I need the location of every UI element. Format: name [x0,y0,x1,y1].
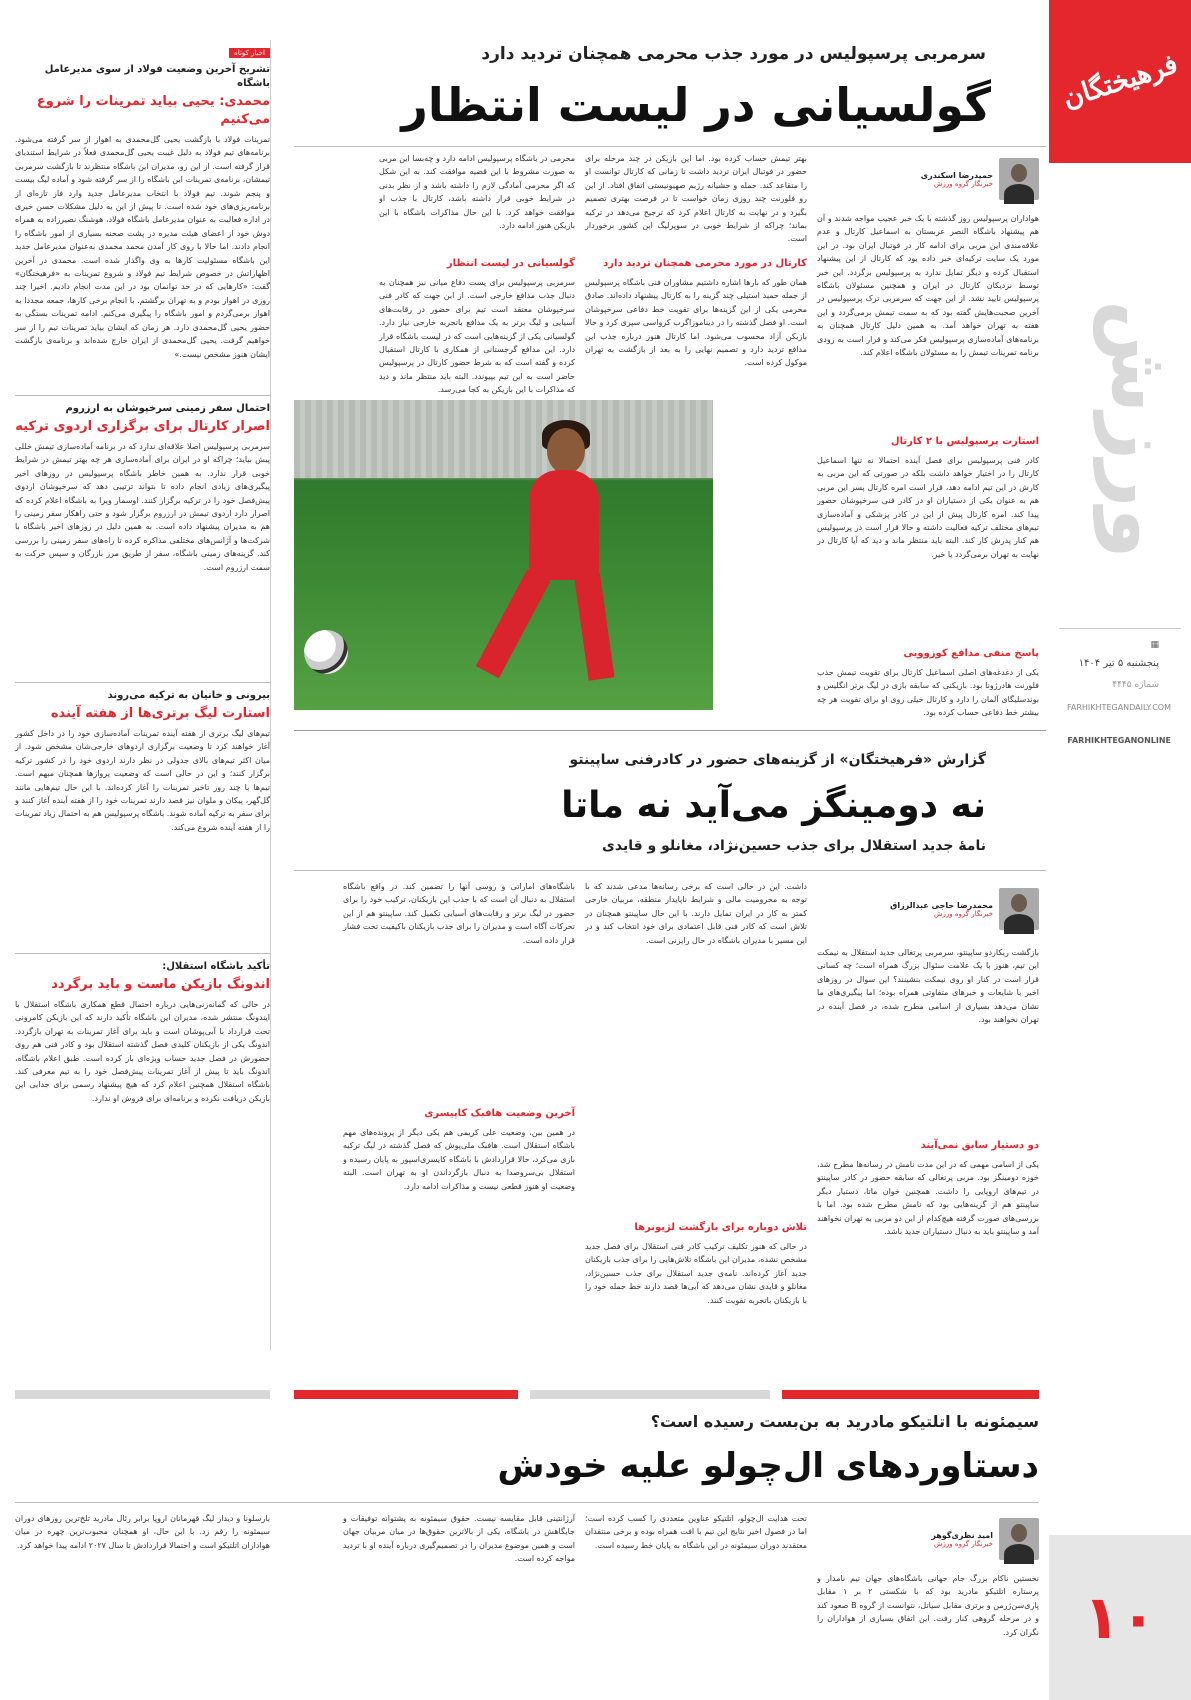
section-title: ورزش [1093,300,1188,559]
author-role: خبرنگار گروه ورزش [933,909,993,918]
newspaper-logo[interactable]: فرهیختگان [1049,0,1191,163]
article1-col1-intro: هواداران پرسپولیس روز گذشته با یک خبر عجیب مواجه شدند و آن هم پیشنهاد باشگاه النصر عربستان به اسماعیل کارتال و عدم علاقه‌مندی این مربی برای ادامه کار در فوتبال ایران بود. در این مورد یک سایت ترکیه‌ای خبر داده بود که کارتال از این پیشنهاد استقبال کرده و دیگر تمایل ندارد به پرسپولیس برگردد. این خبر توسط نزدیکان کارتال در ایران و همچنین مسئولان باشگاه پرسپولیس تایید نشد. از این جهت که سرمربی ترک پرسپولیس در آخرین صحبت‌هایش گفته بود که به سمت تیمش برمی‌گردد و این هفته به تهران خواهد آمد. به همین دلیل کارتال همچنان به برنامه‌های آماده‌سازی پرسپولیس فکر می‌کند و قرار است به زودی برنامه تمرینات تیمش را به مسئولان باشگاه اعلام کند. [817,214,1039,358]
article1-headline[interactable]: گولسیانی در لیست انتظار [401,78,991,132]
divider-bar [782,1390,1039,1399]
brief-item[interactable]: تشریح آخرین وضعیت فولاد از سوی مدیرعامل باشگاه محمدی: یحیی بیاید تمرینات را شروع می‌کنیم تمرینات فولاد با بازگشت یحیی گل‌محمدی به اهواز از سر گرفته می‌شود. برنامه‌های تیم فولاد به دلیل غیبت یحیی گل‌محمدی فعلاً در شرایط استندبای قرار گرفته است. از این رو، مدیران این باشگاه منتظرند تا بازگشت سرمربی تیمشان، برنامه‌ی تمرینات این باشگاه را از سر گرفته شود و آماده لیگ بیست و پنجم شوند. تیم فولاد با انتخاب مدیرعامل جدید وارد فاز تازه‌ای از برنامه‌ریزی‌های خود شده است. تا پیش از این به دلیل مشکلات حسن خیری در اداره فعالیت به عنوان مدیرعامل باشگاه فولاد، هوشنگ نصیرزاده به همراه دوش خود از اعضای هیئت مدیره در پشت صحنه بسیاری از امور باشگاه را انجام دادند. اما حالا با روی کار آمدن محمد محمدی به‌عنوان مدیرعامل جدید این باشگاه مسئولیت کارها به وی واگذار شده است. محمدی در آخرین اظهاراتش در خصوص شرایط تیم فولاد و شروع تمرینات به «فرهیختگان» گفت: «کارهایی که در حد توانمان بود در این مدت انجام دادیم. اخیرا چند روزی در اهواز بودم و به تهران برگشتم. با انجام برخی کارها، جمعه مجددا به اهواز برمی‌گردم و امور باشگاه را پیگیری می‌کنم. ادامه تمرینات بستگی به حضور یحیی گل‌محمدی دارد. هر زمان که ایشان بیاید تمرینات تیم را از سر خواهیم گرفت. یحیی گل‌محمدی از ایران خارج شده‌اند و برنامه‌ی بازگشت ایشان هنوز مشخص نیست.» [15,64,270,359]
article1-author [839,158,1039,200]
article2-author [817,888,1039,930]
author-name: امید نظری‌گوهر [931,1530,993,1540]
article2-col2-intro: داشت. این در حالی است که برخی رسانه‌ها مدعی شدند که با توجه به محرومیت مالی و شرایط ناپایدار منطقه، مربیان خارجی کمتر به کار در ایران تمایل دارند. با این حال ساپینتو همچنان در تلاش است که کادر فنی قابل اعتمادی برای خود انتخاب کند و در این مسیر با مدیران باشگاه در حال رایزنی است. [585,882,807,945]
article3-col3: آرژانتینی قابل مقایسه نیست. حقوق سیمئونه به پشتوانه توفیقات و جایگاهش در باشگاه، یکی از بالاترین حقوق‌ها در میان مربیان جهان است و همین موضوع مدیران را در تصمیم‌گیری درباره آینده او با تردید مواجه کرده است. [343,1514,575,1564]
social-handle[interactable]: FARHIKHTEGANONLINE [1067,736,1171,745]
football-icon [304,630,348,674]
divider-bar [530,1390,770,1399]
article1-col1-p2: یکی از دغدغه‌های اصلی اسماعیل کارتال برای تقویت تیمش جذب فلورنت هادرژونا بود. بازیکنی که سابقه بازی در لیگ برتر انگلیس و بوندسلیگای آلمان را دارد و کارتال خیلی روی او برای تقویت هر چه بیشتر خط دفاعی حساب کرده بود. [817,668,1039,718]
news-briefs-sidebar [15,40,270,1350]
issue-date: پنجشنبه ۵ تیر ۱۴۰۴ [1078,658,1159,669]
article1-col2-p1: همان طور که بارها اشاره داشتیم مشاوران فنی باشگاه پرسپولیس از جمله حمید استیلی چند گزینه را به کارتال پیشنهاد داده‌اند. صادق محرمی یکی از این گزینه‌ها برای تقویت خط دفاعی سرخپوشان است. او فصل گذشته را در دیناموزاگرب کرواسی سپری کرد و حالا بازیکن آزاد محسوب می‌شود. اما کارتال هنوز درباره جذب این مدافع تردید دارد و تصمیم نهایی را به بعد از بازگشت به تهران موکول کرده است. [585,278,807,368]
article2-col2-subhead: تلاش دوباره برای بازگشت لژیونرها [634,1222,807,1233]
article1-photo[interactable] [294,400,713,710]
article2-subhead: نامهٔ جدید استقلال برای جذب حسین‌نژاد، مغانلو و قایدی [602,838,986,854]
article1-kicker: سرمربی پرسپولیس در مورد جذب محرمی همچنان تردید دارد [481,44,986,64]
brief-item[interactable]: احتمال سفر زمینی سرخپوشان به ارزروم اصرار کارتال برای برگزاری اردوی ترکیه سرمربی پرسپولیس اصلا علاقه‌ای ندارد که در برنامه آماده‌سازی تیمش خللی پیش بیاید؛ چراکه او در ایران برای آماده‌سازی هر چه بهتر تیمش در شرایط خوبی قرار ندارد. به همین خاطر باشگاه پرسپولیس در روزهای اخیر پیگیری‌های زیادی انجام داده تا بتواند ترتیبی دهد که سرخپوشان اردوی پیش‌فصل خود را در ترکیه برگزار کنند. اوسمار ویرا به باشگاه اعلام کرده که اصرار دارد اردوی تیمش در ارزروم برگزار شود و حتی راهکار سفر زمینی را هم به مدیران پیشنهاد داده است. به همین دلیل در روزهای اخیر باشگاه با شرکت‌ها و آژانس‌های مختلفی مذاکره کرده تا راه‌های سفر زمینی را بررسی کند. گزینه‌های زمینی باشگاه، سفر از طریق مرز بازرگان و سپس حرکت به سمت ارزروم است. [15,403,270,572]
article2-headline[interactable]: نه دومینگز می‌آید نه ماتا [561,785,986,826]
article1-col3-intro: محرمی در باشگاه پرسپولیس ادامه دارد و چه‌بسا این مربی به صورت مشروط با این قضیه موافقت کند. به این شکل که اگر محرمی آمادگی لازم را داشته باشد و از نظر بدنی در شرایط خوبی قرار داشته باشد، کارتال با جذب او موافقت خواهد کرد. با این حال مذاکرات باشگاه با این بازیکن هنوز ادامه دارد. [379,154,575,231]
author-avatar [999,888,1039,930]
article3-author [817,1518,1039,1560]
website-link[interactable]: FARHIKHTEGANDAILY.COM [1067,703,1171,712]
article2-col2-p1: در حالی که هنوز تکلیف ترکیب کادر فنی استقلال برای فصل جدید مشخص نشده، مدیران این باشگاه تلاش‌هایی را برای جذب بازیکنان جدید آغاز کرده‌اند. نامه‌ی جدید استقلال برای جذب حسین‌نژاد، مغانلو و قایدی نشان می‌دهد که آبی‌ها قصد دارند خط حمله خود را با بازیکنان باتجربه تقویت کنند. [585,1242,807,1305]
masthead [1049,0,1191,1700]
article1-col3-subhead: گولسیانی در لیست انتظار [446,258,575,269]
divider-bar [15,1390,270,1399]
article2-col3-subhead: آخرین وضعیت هافبک کاپیسری [424,1108,575,1119]
author-avatar [999,158,1039,200]
article1-col2-intro: بهتر تیمش حساب کرده بود. اما این بازیکن در چند مرحله برای حضور در فوتبال ایران تردید داشت تا زمانی که کارتال توانست او را متقاعد کند. حمله و حشیانه رژیم صهیونیستی اتفاق افتاد. از این رو فلورنت چند روزی زمان خواست تا در فرصت بهتری تصمیم بگیرد و در نهایت به کارتال اعلام کرد که ترجیح می‌دهد در ترکیه بماند؛ چراکه از شرایط خوبی در سوپرلیگ این کشور برخوردار است. [585,154,807,244]
article2-col3-p1: در همین بین، وضعیت علی کریمی هم یکی دیگر از پرونده‌های مهم باشگاه استقلال است. هافبک ملی‌پوش که فصل گذشته در لیگ ترکیه بازی می‌کرد، حالا قراردادش با باشگاه کایسری‌اسپور به پایان رسیده و استقلال بی‌سروصدا به دنبال بازگرداندن او به تهران است. البته وضعیت او هنوز قطعی نیست و مذاکرات ادامه دارد. [343,1128,575,1191]
calendar-icon: ▦ [1150,640,1159,650]
brief-item[interactable]: بیرونی و خانیان به ترکیه می‌روند استارت لیگ برتری‌ها از هفته آینده تیم‌های لیگ برتری از هفته آینده تمرینات آماده‌سازی خود را در داخل کشور آغاز خواهند کرد تا وضعیت برگزاری اردوهای خارجی‌شان مشخص شود. از میان اکثر تیم‌های بالای جدولی در نظر دارند اردوی خود را در کشور ترکیه برگزار کنند؛ و این در حالی است که وضعیت پروازها همچنان مبهم است. تیم‌ها با چند روز تاخیر تمرینات را آغاز کرده‌اند. با این حال تیم‌هایی مانند گل‌گهر، پیکان و ملوان نیز قصد دارند تمرینات خود را از هفته آینده آغاز کنند و برای سفر به ترکیه آماده شوند. باشگاه پرسپولیس هم به احتمال زیاد تمرینات را از هفته آینده شروع می‌کند. [15,690,270,832]
article1-col1-subhead-1: استارت پرسپولیس با ۲ کارتال [890,436,1039,447]
article2-kicker: گزارش «فرهیختگان» از گزینه‌های حضور در کادرفنی ساپینتو [569,752,986,768]
brief-item[interactable]: تأکید باشگاه استقلال: اندونگ بازیکن ماست و باید برگردد در حالی که گمانه‌زنی‌هایی درباره احتمال قطع همکاری باشگاه استقلال با ایندونگ منتشر شده، مدیران این باشگاه تأکید دارند که این بازیکن کامرونی تحت قرارداد با آبی‌پوشان است و باید برای آغاز تمرینات به تهران بازگردد. اندونگ یکی از بازیکنان کلیدی فصل گذشته استقلال بود و کادر فنی هم روی حضورش در فصل جدید حساب ویژه‌ای باز کرده است. طبق اعلام باشگاه، اندونگ باید تا پیش از آغاز تمرینات پیش‌فصل خود را به تیم معرفی کند. باشگاه استقلال همچنین اعلام کرد که هیچ پیشنهاد رسمی برای جدایی این بازیکن دریافت نکرده و برنامه‌ای برای فروش او ندارد. [15,961,270,1103]
article1-col1-subhead-2: پاسخ منفی مدافع کوزوویی [903,648,1039,659]
article3-col2: تحت هدایت ال‌چولو، اتلتیکو عناوین متعددی را کسب کرده است؛ اما در فصول اخیر نتایج این تیم با افت همراه بوده و برخی منتقدان معتقدند دوران سیمئونه در این باشگاه به پایان خط رسیده است. [585,1514,807,1550]
article2-col1-p1: یکی از اسامی مهمی که در این مدت نامش در رسانه‌ها مطرح شد، خوزه دومینگز بود. مربی پرتغالی که سابقه حضور در کادر ساپینتو در تیم‌های اروپایی را داشت. همچنین خوان ماتا، دستیار دیگر ساپینتو هم از گزینه‌هایی بود که نامش مطرح شده بود. اما با بررسی‌های صورت گرفته هیچ‌کدام از این دو مربی به تهران نخواهند آمد و ساپینتو باید به دنبال دستیاران جدید باشد. [817,1160,1039,1237]
article2-col1-intro: بازگشت ریکاردو ساپینتو، سرمربی پرتغالی جدید استقلال به نیمکت این تیم، هنوز با یک علامت سئوال بزرگ همراه است؛ چه کسانی قرار است در کنار او روی نیمکت بنشینند؟ این سوال در روزهای اخیر با شایعات و خبرهای متفاوتی همراه بوده؛ اما پیگیری‌های ما نشان می‌دهد بسیاری از اسامی مطرح شده، در فصل آینده در تهران نخواهند بود. [817,948,1039,1025]
article1-col3-p1: سرمربی پرسپولیس برای پست دفاع میانی نیز همچنان به دنبال جذب مدافع خارجی است. از این جهت که کادر فنی سرخپوشان معتقد است تیم برای حضور در رقابت‌های آسیایی و لیگ برتر به یک مدافع باتجربه خارجی نیاز دارد. گولسیانی یکی از گزینه‌هایی است که در لیست باشگاه قرار دارد. این مدافع گرجستانی از همکاری با کارتال استقبال کرده و گفته است که به شرط حضور کارتال در پرسپولیس حاضر است به این تیم بپیوندد. البته باید منتظر ماند و دید که مذاکرات با این بازیکن به کجا می‌رسد. [379,278,575,395]
page-number: ۱۰ [1049,1535,1191,1700]
article1-col2-subhead: کارتال در مورد محرمی همچنان تردید دارد [603,258,807,269]
article3-col4: بارسلونا و دیدار لیگ قهرمانان اروپا برابر رئال مادرید تلخ‌ترین روزهای دوران سیمئونه را رقم زد. با این حال، او همچنان محبوب‌ترین چهره در میان هواداران اتلتیکو است و احتمالا قراردادش تا سال ۲۰۲۷ ادامه پیدا خواهد کرد. [15,1514,270,1550]
divider-bar [294,1390,518,1399]
author-name: محمدرضا حاجی عبدالرزاق [890,900,993,910]
briefs-badge: اخبار کوتاه [229,48,270,58]
author-avatar [999,1518,1039,1560]
author-name: حمیدرضا اسکندری [920,170,993,180]
article3-headline[interactable]: دستاوردهای ال‌چولو علیه خودش [497,1446,1039,1486]
article3-kicker: سیمئونه با اتلتیکو مادرید به بن‌بست رسیده است؟ [650,1412,1039,1431]
issue-number: شماره ۴۴۴۵ [1112,680,1159,690]
author-role: خبرنگار گروه ورزش [933,179,993,188]
article2-col3-intro: باشگاه‌های اماراتی و روسی آنها را تضمین کند. در واقع باشگاه استقلال به دنبال آن است که با جذب این بازیکنان، ترکیب خود را برای حضور در لیگ برتر و رقابت‌های آسیایی تکمیل کند. ساپینتو هم از این تحرکات آگاه است و مدیران را برای جذب بازیکنان باکیفیت تحت فشار قرار داده است. [343,882,575,945]
author-role: خبرنگار گروه ورزش [933,1539,993,1548]
article3-col1: نخستین ناکام بزرگ جام جهانی باشگاه‌های جهان تیم نامدار و پرستاره اتلتیکو مادرید بود که با شکستی ۲ بر ۱ مقابل پاری‌سن‌ژرمن و برتری مقابل سیاتل، نتوانست از گروه B صعود کند و در مرحله گروهی کنار رفت. این اتفاق بسیاری از هواداران را نگران کرد. [817,1574,1039,1637]
article2-col1-subhead: دو دستیار سابق نمی‌آیند [920,1140,1039,1151]
article1-col1-p1: کادر فنی پرسپولیس برای فصل آینده احتمالا نه تنها اسماعیل کارتال را در اختیار خواهد داشت بلکه در صورتی که این مربی به کارش در این تیم ادامه دهد، قرار است امره کارتال پسر این مربی هم به عنوان یکی از دستیاران او در کادر فنی سرخپوشان حضور پیدا کند. امره کارتال پیش از این در کادر پزشکی و آماده‌سازی تیم‌های مختلف ترکیه فعالیت داشته و حالا قرار است در پرسپولیس هم کنار پدرش کار کند. البته باید منتظر ماند و دید که آیا کارتال در نهایت به تهران برمی‌گردد یا خیر. [817,456,1039,559]
